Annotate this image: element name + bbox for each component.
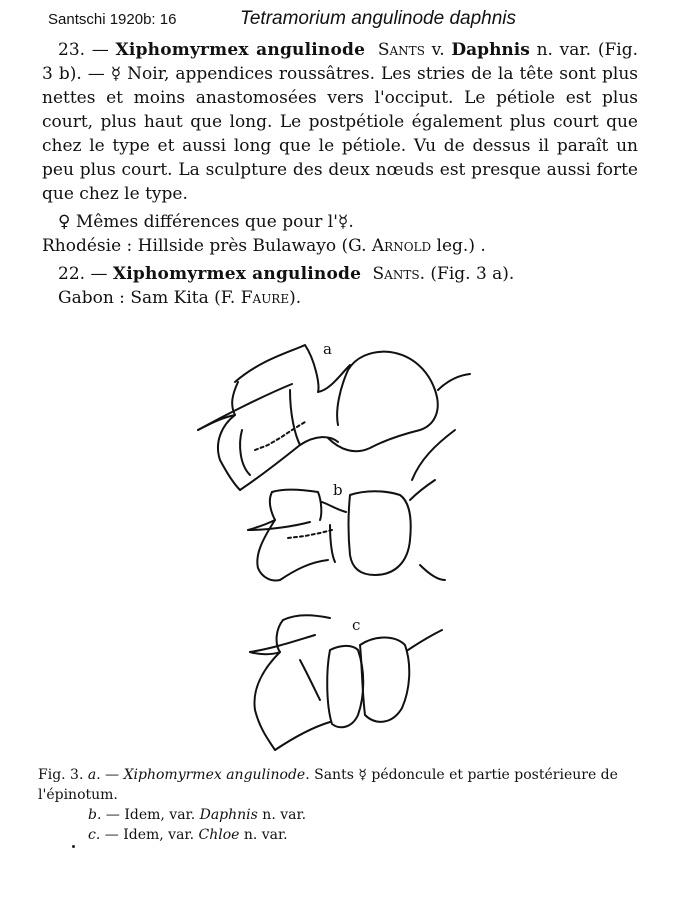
figure-3-drawing [180, 330, 480, 760]
entry-23-status: n. var. [536, 40, 592, 60]
entry-23-variety: Daphnis [451, 40, 530, 60]
caption-line-c [38, 825, 648, 845]
caption-b-taxon: Daphnis [199, 807, 258, 823]
caption-line-a [38, 765, 648, 805]
entry-23-locality-suffix: leg.) . [436, 236, 486, 256]
entry-23-collector: Arnold [371, 236, 432, 256]
entry-23-number: 23. — [58, 40, 109, 60]
figure-3a-outline [198, 345, 470, 490]
entry-22-number: 22. — [58, 264, 108, 284]
caption-c-text-2: n. var. [243, 827, 288, 843]
caption-c-label: c. — [88, 827, 119, 843]
entry-23-locality [42, 234, 638, 258]
caption-c-text-1: Idem, var. [123, 827, 195, 843]
figure-label-c: c [352, 616, 361, 634]
page-citation: Santschi 1920b: 16 [48, 11, 177, 28]
caption-b-label: b. — [88, 807, 120, 823]
entry-23-species: Xiphomyrmex angulinode [115, 40, 366, 60]
figure-3b-outline [248, 480, 445, 581]
figure-3 [180, 330, 480, 760]
caption-line-b [38, 805, 648, 825]
caption-a-label: a. — [87, 767, 120, 783]
caption-c-taxon: Chloe [198, 827, 240, 843]
entry-22 [42, 262, 638, 286]
entry-23-description: (Fig. 3 b). — ☿ Noir, appendices roussâtres. Les stries de la tête sont plus nettes et moins anastomosées vers l'occiput. Le pétiole est plus court, plus haut que long. Le postpétiole également plus court que chez le type et aussi long que le pétiole. Vu de dessus il paraît un peu plus court. La sculpture des deux nœuds est presque aussi forte que chez le type. [42, 40, 638, 204]
entry-22-locality-prefix: Gabon : Sam Kita (F. [58, 288, 236, 308]
entry-23-female-note: ♀ Mêmes différences que pour l'☿. [58, 212, 354, 232]
stray-mark [72, 845, 75, 848]
entry-23 [42, 38, 638, 206]
document-body [42, 38, 638, 310]
caption-b-text-1: Idem, var. [124, 807, 196, 823]
taxon-title: Tetramorium angulinode daphnis [240, 8, 517, 29]
entry-23-author: Sants [377, 40, 425, 60]
entry-23-variety-prefix: v. [431, 40, 445, 60]
figure-label-b: b [333, 481, 343, 499]
figure-caption [38, 765, 648, 845]
entry-22-ref: (Fig. 3 a). [430, 264, 515, 284]
caption-a-text: Sants ☿ pédoncule et partie postérieure de l'épinotum. [38, 767, 618, 803]
entry-23-locality-prefix: Rhodésie : Hillside près Bulawayo (G. [42, 236, 367, 256]
entry-22-author: Sants. [372, 264, 425, 284]
entry-22-collector: Faure [240, 288, 290, 308]
figure-label-a: a [323, 340, 332, 358]
caption-b-text-2: n. var. [262, 807, 307, 823]
entry-22-locality [42, 286, 638, 310]
figure-3c-outline [250, 615, 442, 750]
entry-22-locality-suffix: ). [289, 288, 302, 308]
caption-a-taxon: Xiphomyrmex angulinode. [123, 767, 310, 783]
caption-prefix: Fig. 3. [38, 767, 84, 783]
entry-22-species: Xiphomyrmex angulinode [112, 264, 362, 284]
